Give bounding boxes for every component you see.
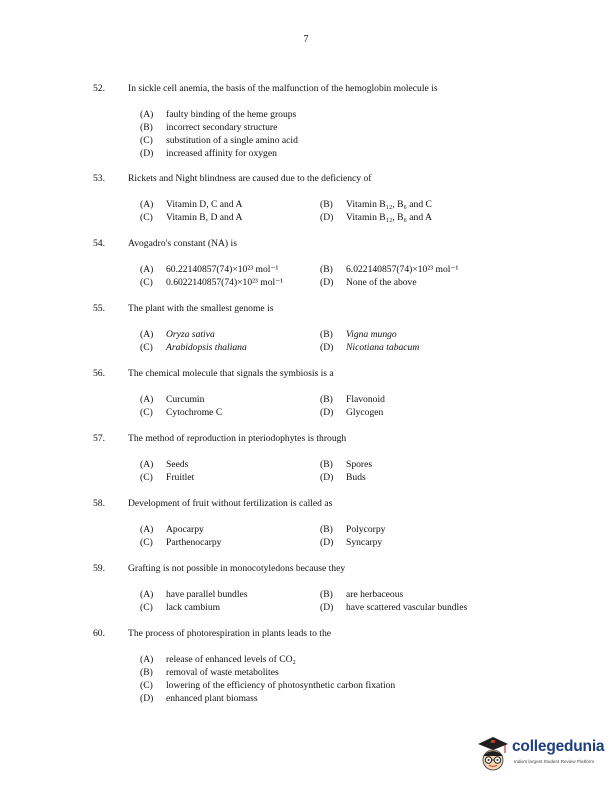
question-number: 55. bbox=[93, 303, 105, 314]
question-number: 57. bbox=[93, 433, 105, 444]
question-number: 54. bbox=[93, 238, 105, 249]
option-b: (B) are herbaceous bbox=[320, 589, 404, 600]
option-a: (A) Apocarpy bbox=[140, 524, 204, 535]
option-a: (A) Curcumin bbox=[140, 394, 205, 405]
option-d: (D) Glycogen bbox=[320, 407, 384, 418]
option-c: (C) substitution of a single amino acid bbox=[140, 135, 298, 146]
options-grid bbox=[140, 328, 560, 354]
option-a: (A) Vitamin D, C and A bbox=[140, 199, 243, 210]
option-a: (A) 60.22140857(74)×10²³ mol⁻¹ bbox=[140, 264, 279, 275]
option-b: (B) Polycorpy bbox=[320, 524, 386, 535]
question-text: The chemical molecule that signals the symbiosis is a bbox=[128, 368, 334, 379]
option-d: (D) enhanced plant biomass bbox=[140, 693, 258, 704]
options-grid bbox=[140, 393, 560, 419]
option-b: (B) 6.022140857(74)×10²³ mol⁻¹ bbox=[320, 264, 459, 275]
option-b: (B) removal of waste metabolites bbox=[140, 667, 279, 678]
option-c: (C) 0.6022140857(74)×10²³ mol⁻¹ bbox=[140, 277, 284, 288]
option-c: (C) Vitamin B, D and A bbox=[140, 212, 243, 223]
option-d: (D) Nicotiana tabacum bbox=[320, 342, 420, 353]
option-b: (B) Spores bbox=[320, 459, 373, 470]
logo-tagline: India's largest Student Review Platform bbox=[514, 759, 595, 764]
options-list bbox=[140, 653, 395, 705]
option-d: (D) Vitamin B₁₂, B₆ and A bbox=[320, 212, 432, 223]
question-text: Grafting is not possible in monocotyledons because they bbox=[128, 563, 346, 574]
question-text: The plant with the smallest genome is bbox=[128, 303, 274, 314]
option-c: (C) Parthenocarpy bbox=[140, 537, 222, 548]
question-number: 56. bbox=[93, 368, 105, 379]
option-d: (D) Syncarpy bbox=[320, 537, 383, 548]
question-text: Rickets and Night blindness are caused due to the deficiency of bbox=[128, 173, 372, 184]
options-grid bbox=[140, 458, 560, 484]
option-c: (C) Arabidopsis thaliana bbox=[140, 342, 247, 353]
option-c: (C) lowering of the efficiency of photosynthetic carbon fixation bbox=[140, 680, 396, 691]
options-grid bbox=[140, 523, 560, 549]
collegedunia-logo bbox=[476, 734, 606, 776]
option-d: (D) have scattered vascular bundles bbox=[320, 602, 468, 613]
question-text: Development of fruit without fertilization is called as bbox=[128, 498, 333, 509]
graduate-mascot-icon bbox=[476, 734, 510, 774]
options-list bbox=[140, 108, 298, 160]
option-a: (A) have parallel bundles bbox=[140, 589, 248, 600]
option-a: (A) Seeds bbox=[140, 459, 189, 470]
option-b: (B) Vigna mungo bbox=[320, 329, 397, 340]
option-b: (B) Vitamin B₁₂, B₆ and C bbox=[320, 199, 432, 210]
option-c: (C) Cytochrome C bbox=[140, 407, 223, 418]
option-b: (B) Flavonoid bbox=[320, 394, 385, 405]
option-b: (B) incorrect secondary structure bbox=[140, 122, 278, 133]
options-grid bbox=[140, 588, 560, 614]
logo-wordmark: collegedunia bbox=[512, 738, 605, 755]
option-d: (D) None of the above bbox=[320, 277, 417, 288]
option-a: (A) faulty binding of the heme groups bbox=[140, 109, 297, 120]
question-text: The method of reproduction in pteriodophytes is through bbox=[128, 433, 347, 444]
option-d: (D) increased affinity for oxygen bbox=[140, 148, 277, 159]
question-number: 58. bbox=[93, 498, 105, 509]
options-grid bbox=[140, 263, 560, 289]
question-number: 52. bbox=[93, 83, 105, 94]
question-text: The process of photorespiration in plants leads to the bbox=[128, 628, 332, 639]
question-number: 59. bbox=[93, 563, 105, 574]
page-number: 7 bbox=[303, 34, 309, 45]
option-a: (A) release of enhanced levels of CO₂ bbox=[140, 654, 296, 665]
question-text: In sickle cell anemia, the basis of the malfunction of the hemoglobin molecule is bbox=[128, 83, 438, 94]
option-c: (C) lack cambium bbox=[140, 602, 221, 613]
option-d: (D) Buds bbox=[320, 472, 366, 483]
question-text: Avogadro's constant (NA) is bbox=[128, 238, 237, 249]
question-number: 60. bbox=[93, 628, 105, 639]
options-grid bbox=[140, 198, 560, 224]
option-c: (C) Fruitlet bbox=[140, 472, 195, 483]
option-a: (A) Oryza sativa bbox=[140, 329, 215, 340]
question-number: 53. bbox=[93, 173, 105, 184]
